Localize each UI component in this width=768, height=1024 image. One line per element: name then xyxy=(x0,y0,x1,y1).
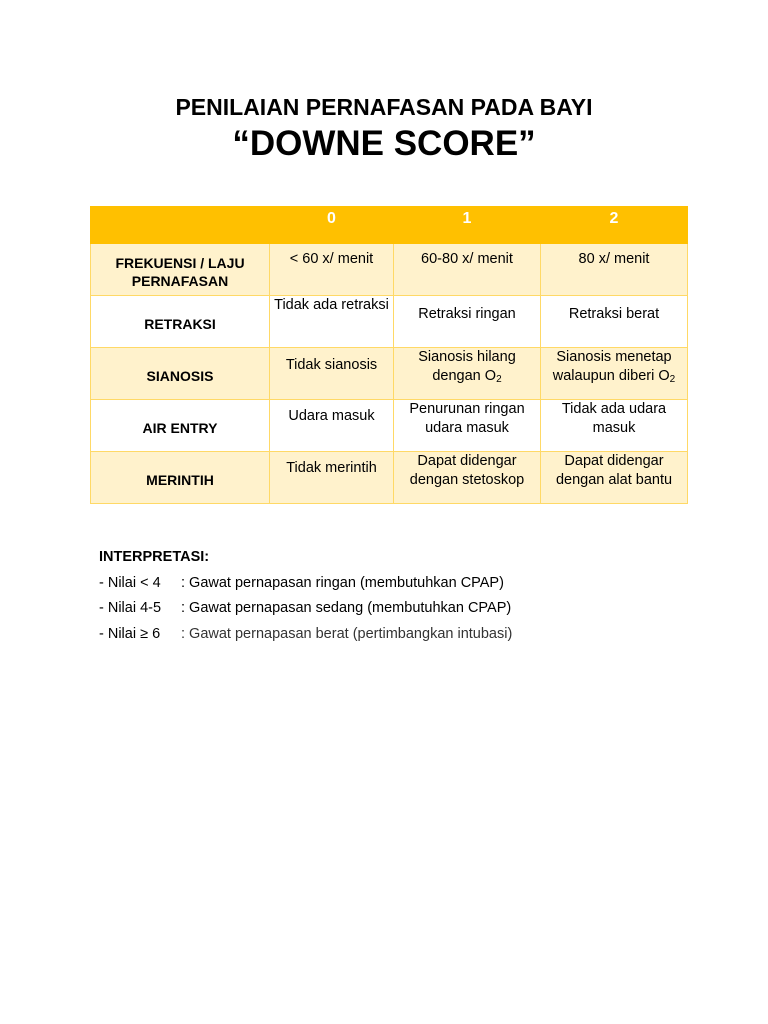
cell-score-2: Tidak ada udara masuk xyxy=(541,400,688,452)
interpretation-desc: : Gawat pernapasan sedang (membutuhkan CPAP) xyxy=(181,600,512,616)
table-header-score-0: 0 xyxy=(270,207,394,244)
table-header-score-2: 2 xyxy=(541,207,688,244)
interpretation-label: - Nilai ≥ 6 xyxy=(99,625,161,642)
row-label-sianosis: SIANOSIS xyxy=(91,348,270,400)
interpretation-label: - Nilai < 4 xyxy=(99,574,161,591)
table-header-label xyxy=(91,207,270,244)
cell-score-0: Tidak ada retraksi xyxy=(270,296,394,348)
row-label-air-entry: AIR ENTRY xyxy=(91,400,270,452)
page-title: PENILAIAN PERNAFASAN PADA BAYI xyxy=(175,94,593,120)
table-row xyxy=(91,348,688,400)
cell-score-1: 60-80 x/ menit xyxy=(394,244,541,296)
row-label-frekuensi: FREKUENSI / LAJU PERNAFASAN xyxy=(91,244,270,296)
cell-score-2-text: Sianosis menetap walaupun diberi O xyxy=(552,349,672,384)
subscript-2: 2 xyxy=(496,374,502,385)
cell-score-0: < 60 x/ menit xyxy=(270,244,394,296)
subscript-2: 2 xyxy=(669,374,676,385)
table-row xyxy=(91,296,688,348)
cell-score-2 xyxy=(541,348,688,400)
cell-score-2: Dapat didengar dengan alat bantu xyxy=(541,452,688,504)
cell-score-1 xyxy=(394,348,541,400)
table-header-row xyxy=(91,207,688,244)
cell-score-2: Retraksi berat xyxy=(541,296,688,348)
cell-score-1: Penurunan ringan udara masuk xyxy=(394,400,541,452)
interpretation-label: - Nilai 4-5 xyxy=(99,600,162,616)
cell-score-0: Tidak merintih xyxy=(270,452,394,504)
page-subtitle: “DOWNE SCORE” xyxy=(232,124,536,163)
cell-score-1: Retraksi ringan xyxy=(394,296,541,348)
interpretation-desc: : Gawat pernapasan berat (pertimbangkan intubasi) xyxy=(181,625,513,642)
cell-score-2: 80 x/ menit xyxy=(541,244,688,296)
row-label-merintih: MERINTIH xyxy=(91,452,270,504)
table-row xyxy=(91,400,688,452)
cell-score-0: Tidak sianosis xyxy=(270,348,394,400)
table-header-score-1: 1 xyxy=(394,207,541,244)
list-item xyxy=(99,571,512,597)
table-row xyxy=(91,244,688,296)
table-row xyxy=(91,452,688,504)
list-item xyxy=(99,622,512,648)
cell-score-1-text: Sianosis hilang dengan O xyxy=(418,349,516,384)
row-label-retraksi: RETRAKSI xyxy=(91,296,270,348)
cell-score-1: Dapat didengar dengan stetoskop xyxy=(394,452,541,504)
interpretation-title: INTERPRETASI: xyxy=(99,549,210,565)
interpretation-desc: : Gawat pernapasan ringan (membutuhkan CPAP) xyxy=(181,574,504,591)
interpretation-section xyxy=(99,545,512,647)
downe-score-table xyxy=(90,206,688,504)
cell-score-0: Udara masuk xyxy=(270,400,394,452)
list-item xyxy=(99,596,512,622)
